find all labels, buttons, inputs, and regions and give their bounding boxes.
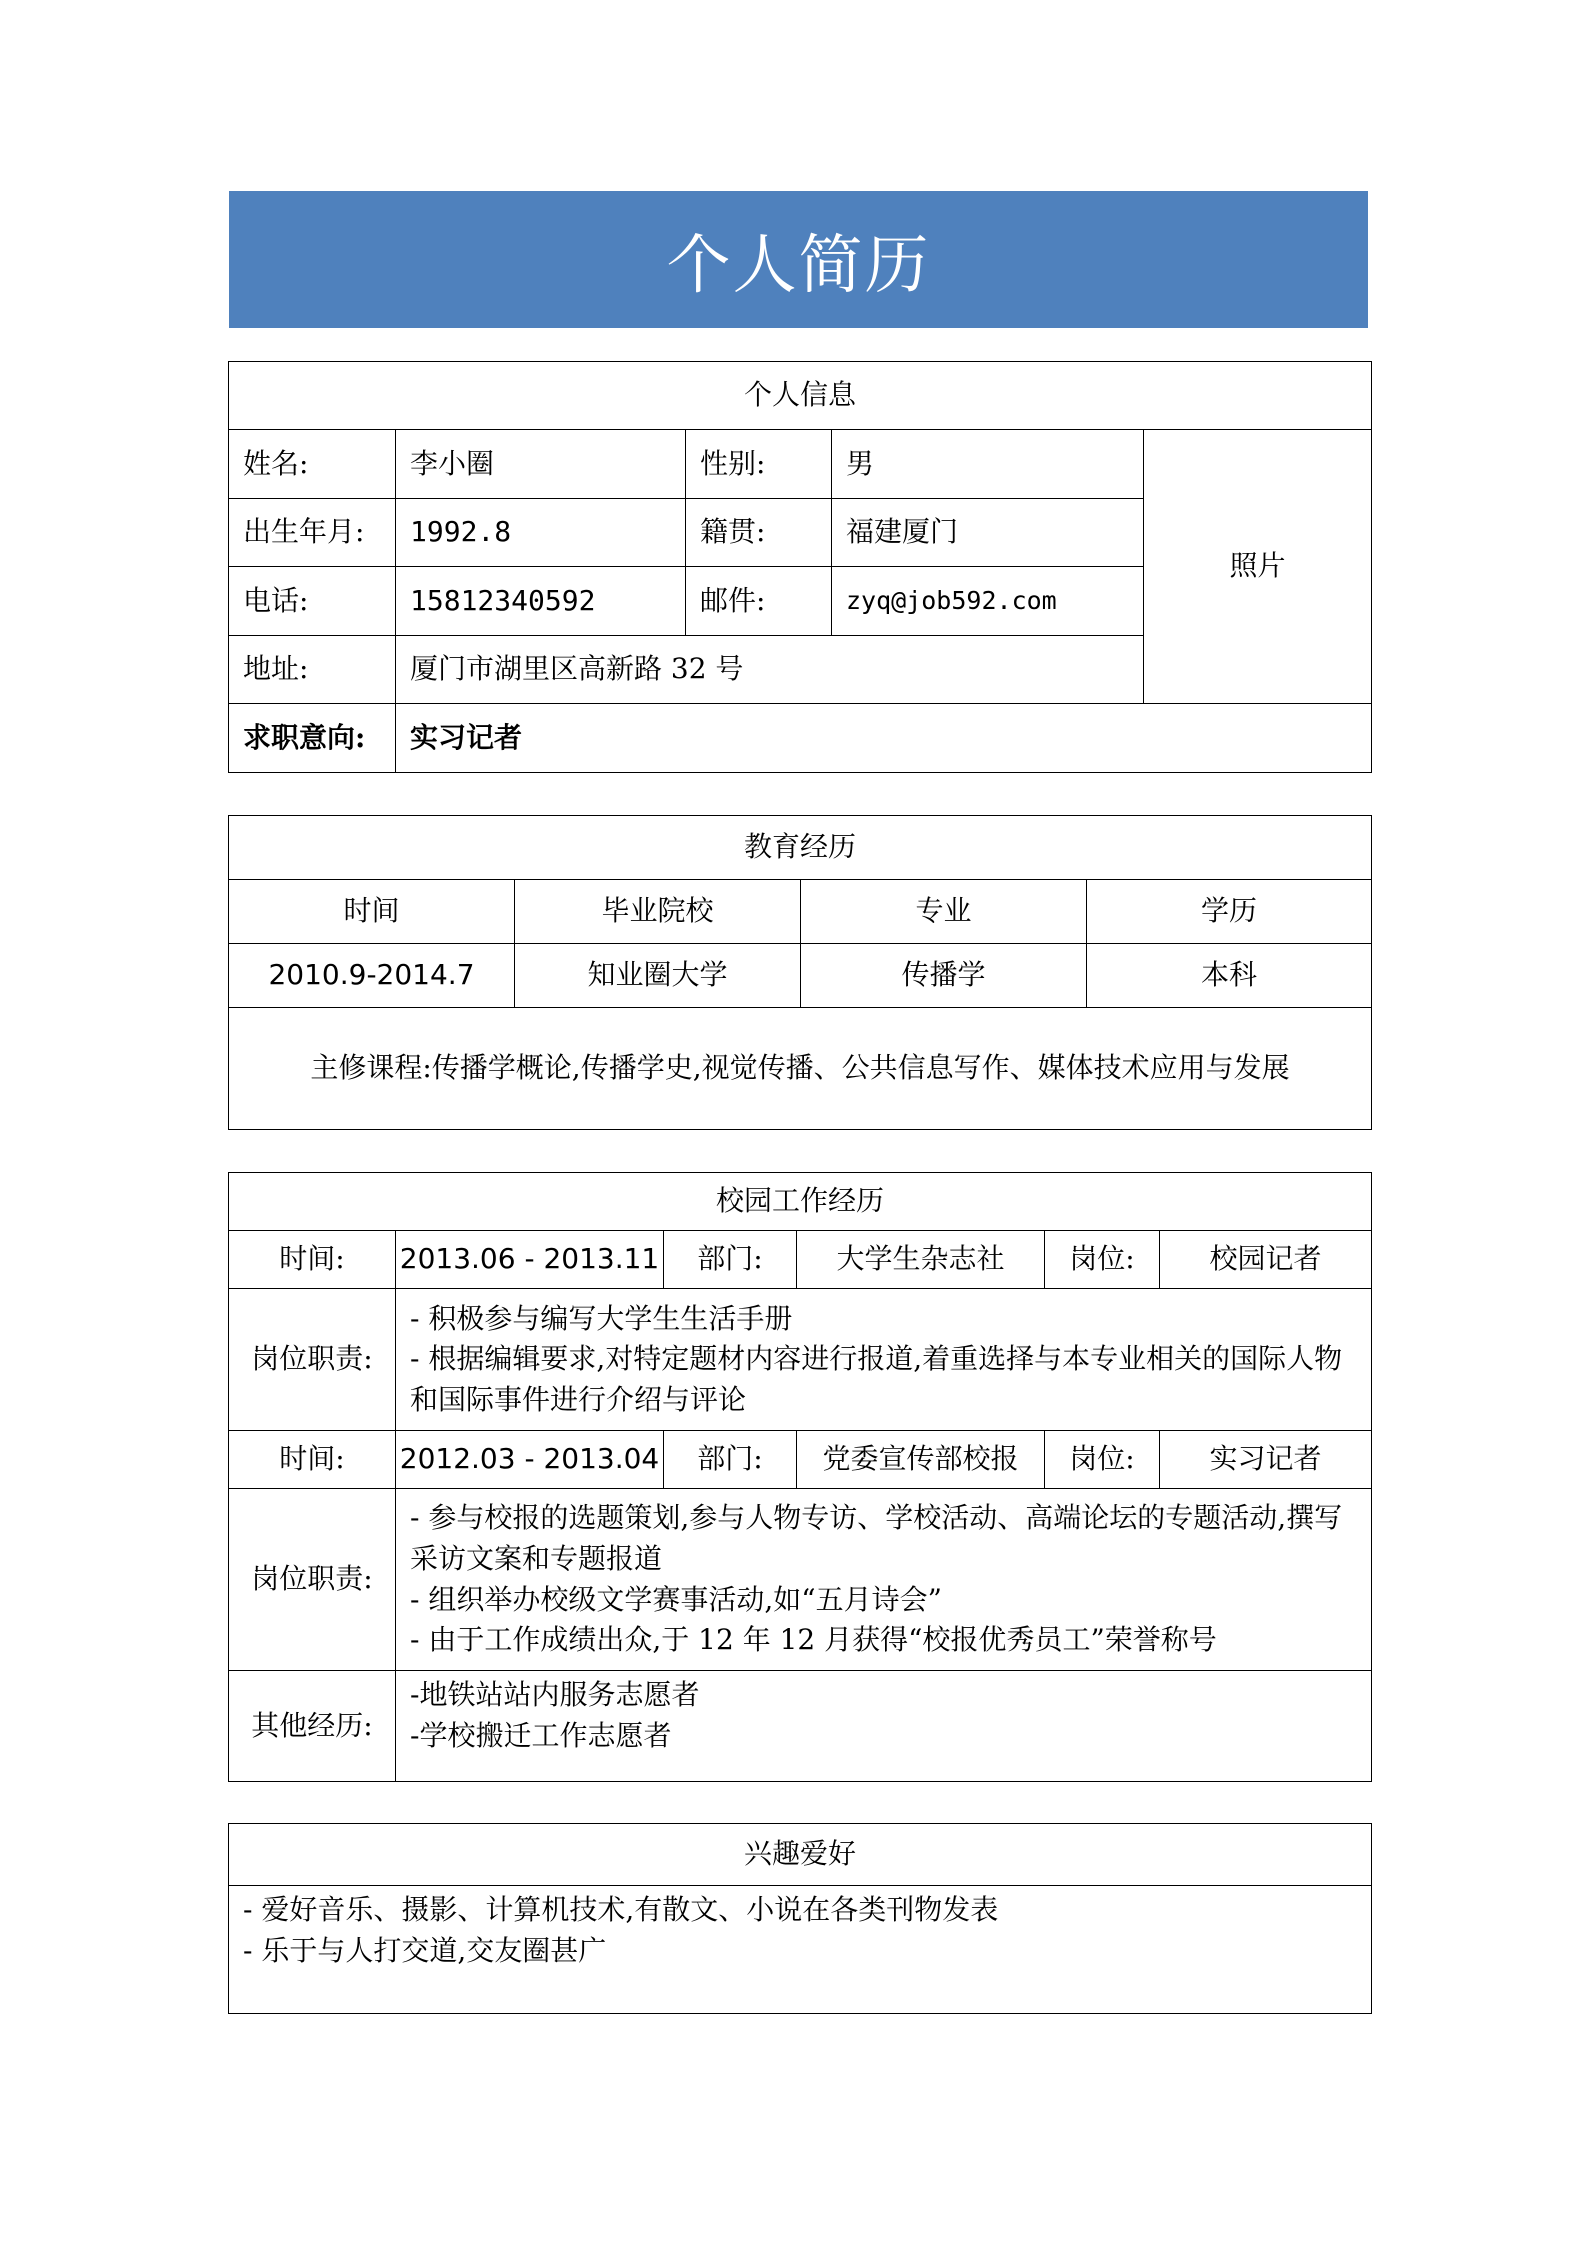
hobby-item: - 乐于与人打交道,交友圈甚广 <box>243 1933 607 1967</box>
edu-degree: 本科 <box>1087 944 1372 1008</box>
edu-school: 知业圈大学 <box>515 944 801 1008</box>
job1-time: 2013.06 - 2013.11 <box>396 1231 664 1289</box>
edu-col-time: 时间 <box>229 880 515 944</box>
job2-duty-item: - 参与校报的选题策划,参与人物专访、学校活动、高端论坛的专题活动,撰写采访文案和专题报道 <box>410 1501 1343 1575</box>
job2-duty-item: - 组织举办校级文学赛事活动,如“五月诗会” <box>410 1582 942 1616</box>
job1-post-label: 岗位: <box>1045 1231 1160 1289</box>
edu-time: 2010.9-2014.7 <box>229 944 515 1008</box>
job2-dept-label: 部门: <box>664 1431 797 1489</box>
job2-post-label: 岗位: <box>1045 1431 1160 1489</box>
edu-courses: 主修课程:传播学概论,传播学史,视觉传播、公共信息写作、媒体技术应用与发展 <box>229 1008 1372 1130</box>
edu-col-degree: 学历 <box>1087 880 1372 944</box>
objective-value: 实习记者 <box>396 704 1372 773</box>
email-label: 邮件: <box>686 567 832 636</box>
job1-dept: 大学生杂志社 <box>797 1231 1045 1289</box>
objective-label: 求职意向: <box>229 704 396 773</box>
job2-duty-label: 岗位职责: <box>229 1489 396 1671</box>
address-label: 地址: <box>229 636 396 704</box>
job1-dept-label: 部门: <box>664 1231 797 1289</box>
gender-value: 男 <box>832 430 1144 499</box>
hobbies-table <box>228 1823 1372 2014</box>
job2-dept: 党委宣传部校报 <box>797 1431 1045 1489</box>
job2-time: 2012.03 - 2013.04 <box>396 1431 664 1489</box>
hobby-item: - 爱好音乐、摄影、计算机技术,有散文、小说在各类刊物发表 <box>243 1893 999 1926</box>
name-value: 李小圈 <box>396 430 686 499</box>
edu-col-school: 毕业院校 <box>515 880 801 944</box>
origin-label: 籍贯: <box>686 499 832 567</box>
job2-duty-item: - 由于工作成绩出众,于 12 年 12 月获得“校报优秀员工”荣誉称号 <box>410 1623 1217 1657</box>
birth-label: 出生年月: <box>229 499 396 567</box>
phone-value: 15812340592 <box>396 567 686 636</box>
education-header: 教育经历 <box>229 816 1372 880</box>
campus-header: 校园工作经历 <box>229 1173 1372 1231</box>
phone-label: 电话: <box>229 567 396 636</box>
other-label: 其他经历: <box>229 1671 396 1782</box>
campus-table <box>228 1172 1372 1782</box>
other-item: -地铁站站内服务志愿者 <box>410 1678 700 1711</box>
photo-placeholder: 照片 <box>1144 430 1372 704</box>
job2-duties <box>396 1489 1372 1671</box>
job1-time-label: 时间: <box>229 1231 396 1289</box>
hobbies-list <box>229 1886 1372 2014</box>
origin-value: 福建厦门 <box>832 499 1144 567</box>
email-value: zyq@job592.com <box>832 567 1144 636</box>
name-label: 姓名: <box>229 430 396 499</box>
job1-duty-item: - 根据编辑要求,对特定题材内容进行报道,着重选择与本专业相关的国际人物和国际事件进行介绍与评论 <box>410 1342 1343 1416</box>
job1-duty-label: 岗位职责: <box>229 1289 396 1431</box>
edu-col-major: 专业 <box>801 880 1087 944</box>
other-experience <box>396 1671 1372 1782</box>
education-table <box>228 815 1372 1130</box>
gender-label: 性别: <box>686 430 832 499</box>
page-title: 个人简历 <box>229 191 1368 328</box>
job2-post: 实习记者 <box>1160 1431 1372 1489</box>
job1-duties <box>396 1289 1372 1431</box>
other-item: -学校搬迁工作志愿者 <box>410 1718 672 1752</box>
edu-major: 传播学 <box>801 944 1087 1008</box>
personal-info-header: 个人信息 <box>229 362 1372 430</box>
hobbies-header: 兴趣爱好 <box>229 1824 1372 1886</box>
personal-info-table <box>228 361 1372 773</box>
birth-value: 1992.8 <box>396 499 686 567</box>
job1-post: 校园记者 <box>1160 1231 1372 1289</box>
job2-time-label: 时间: <box>229 1431 396 1489</box>
job1-duty-item: - 积极参与编写大学生生活手册 <box>410 1301 793 1335</box>
address-value: 厦门市湖里区高新路 32 号 <box>396 636 1144 704</box>
